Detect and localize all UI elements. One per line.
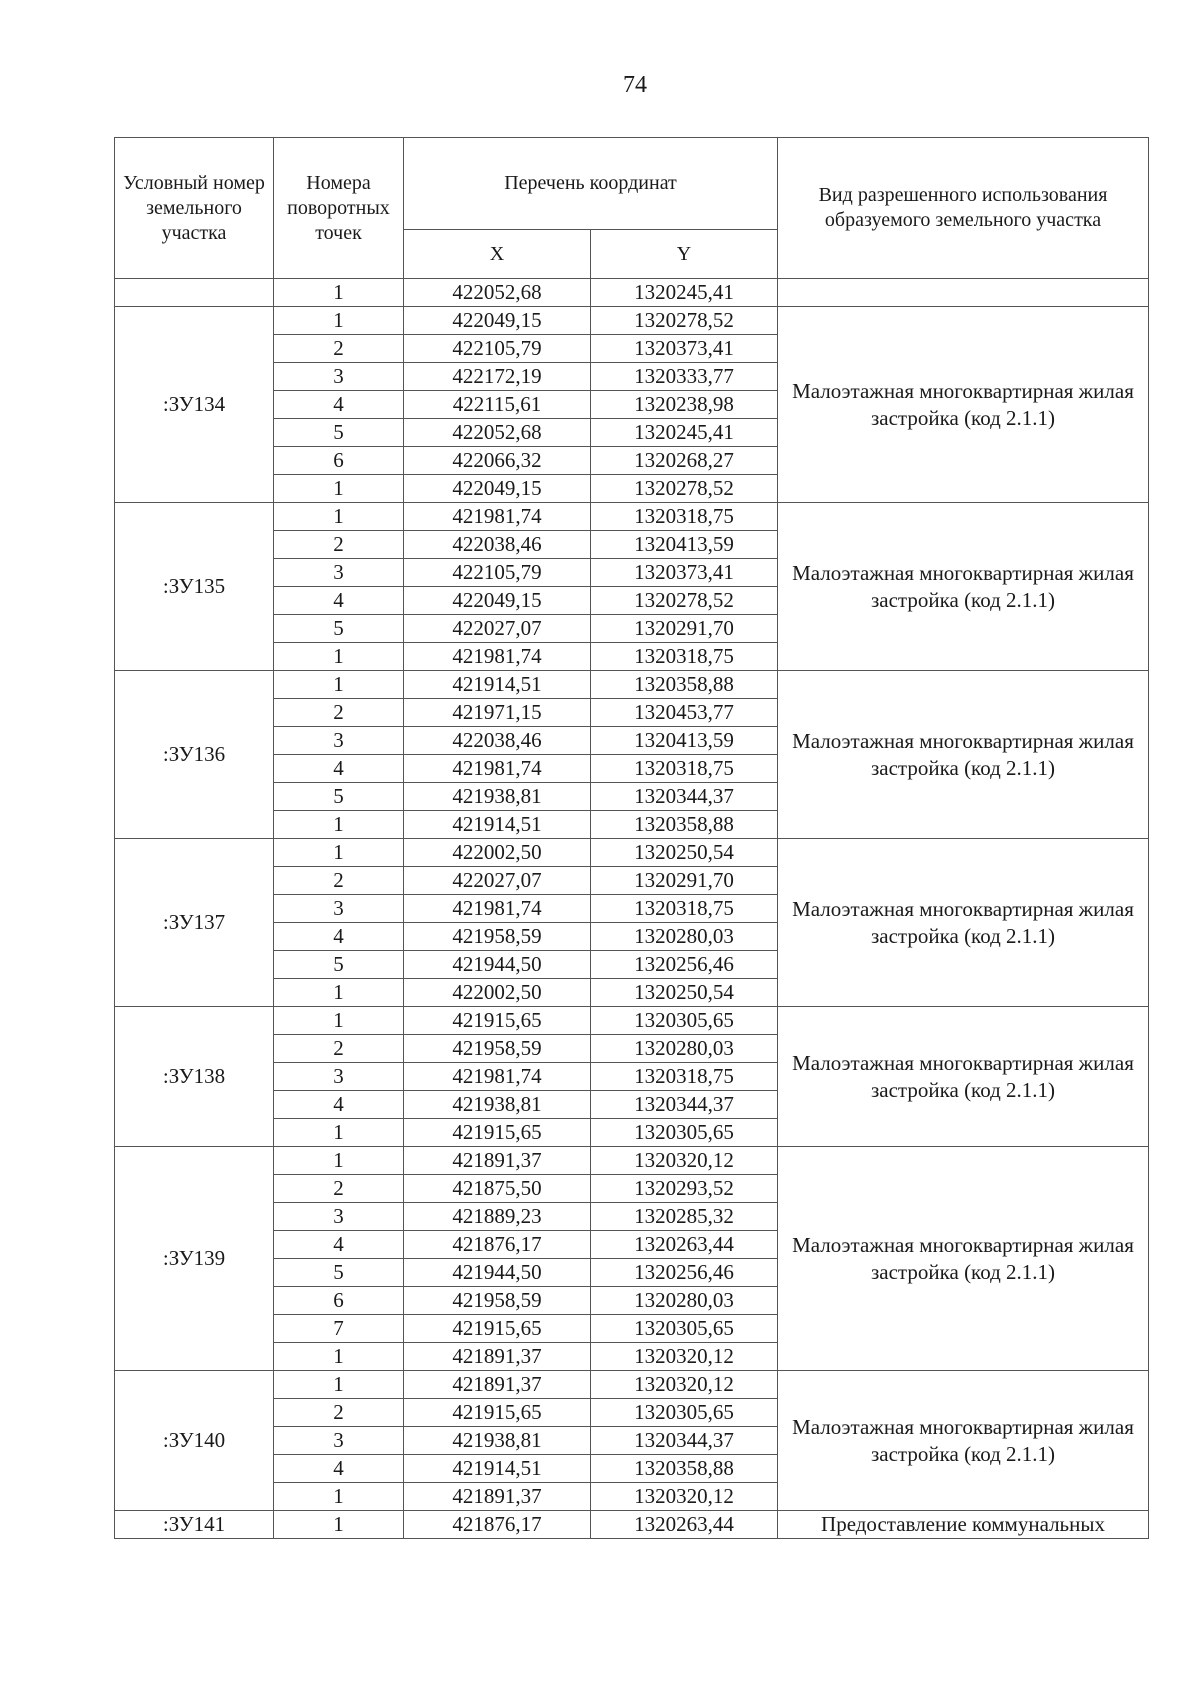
x-coordinate-cell: 421971,15 [404, 699, 591, 727]
point-number-cell: 1 [274, 307, 404, 335]
point-number-cell: 4 [274, 587, 404, 615]
parcel-number-cell: :ЗУ135 [115, 503, 274, 671]
x-coordinate-cell: 421958,59 [404, 923, 591, 951]
y-coordinate-cell: 1320245,41 [591, 279, 778, 307]
x-coordinate-cell: 421981,74 [404, 755, 591, 783]
y-coordinate-cell: 1320278,52 [591, 475, 778, 503]
point-number-cell: 1 [274, 1371, 404, 1399]
y-coordinate-cell: 1320280,03 [591, 1035, 778, 1063]
x-coordinate-cell: 422038,46 [404, 531, 591, 559]
x-coordinate-cell: 422052,68 [404, 419, 591, 447]
y-coordinate-cell: 1320291,70 [591, 615, 778, 643]
y-coordinate-cell: 1320344,37 [591, 1091, 778, 1119]
x-coordinate-cell: 421891,37 [404, 1483, 591, 1511]
point-number-cell: 3 [274, 895, 404, 923]
x-coordinate-cell: 421914,51 [404, 811, 591, 839]
y-coordinate-cell: 1320293,52 [591, 1175, 778, 1203]
x-coordinate-cell: 421938,81 [404, 1427, 591, 1455]
permitted-use-cell: Малоэтажная многоквартирная жилая застройка (код 2.1.1) [778, 1371, 1149, 1511]
point-number-cell: 5 [274, 783, 404, 811]
permitted-use-cell: Малоэтажная многоквартирная жилая застройка (код 2.1.1) [778, 839, 1149, 1007]
y-coordinate-cell: 1320305,65 [591, 1315, 778, 1343]
x-coordinate-cell: 421891,37 [404, 1343, 591, 1371]
y-coordinate-cell: 1320256,46 [591, 951, 778, 979]
y-coordinate-cell: 1320453,77 [591, 699, 778, 727]
point-number-cell: 2 [274, 1175, 404, 1203]
point-number-cell: 5 [274, 1259, 404, 1287]
y-coordinate-cell: 1320413,59 [591, 531, 778, 559]
y-coordinate-cell: 1320320,12 [591, 1147, 778, 1175]
point-number-cell: 5 [274, 951, 404, 979]
point-number-cell: 3 [274, 363, 404, 391]
header-turning-points: Номера поворотных точек [274, 138, 404, 279]
y-coordinate-cell: 1320291,70 [591, 867, 778, 895]
y-coordinate-cell: 1320318,75 [591, 1063, 778, 1091]
y-coordinate-cell: 1320318,75 [591, 643, 778, 671]
point-number-cell: 4 [274, 755, 404, 783]
y-coordinate-cell: 1320280,03 [591, 1287, 778, 1315]
x-coordinate-cell: 421915,65 [404, 1315, 591, 1343]
point-number-cell: 1 [274, 503, 404, 531]
y-coordinate-cell: 1320333,77 [591, 363, 778, 391]
x-coordinate-cell: 421981,74 [404, 503, 591, 531]
x-coordinate-cell: 421891,37 [404, 1371, 591, 1399]
table-row [115, 839, 1149, 867]
table-row [115, 503, 1149, 531]
x-coordinate-cell: 421889,23 [404, 1203, 591, 1231]
y-coordinate-cell: 1320305,65 [591, 1399, 778, 1427]
x-coordinate-cell: 422027,07 [404, 615, 591, 643]
y-coordinate-cell: 1320320,12 [591, 1371, 778, 1399]
point-number-cell: 1 [274, 811, 404, 839]
table-body [115, 279, 1149, 1539]
y-coordinate-cell: 1320305,65 [591, 1007, 778, 1035]
x-coordinate-cell: 421876,17 [404, 1511, 591, 1539]
point-number-cell: 3 [274, 1203, 404, 1231]
y-coordinate-cell: 1320263,44 [591, 1511, 778, 1539]
y-coordinate-cell: 1320278,52 [591, 307, 778, 335]
y-coordinate-cell: 1320285,32 [591, 1203, 778, 1231]
x-coordinate-cell: 421981,74 [404, 643, 591, 671]
table-row [115, 1007, 1149, 1035]
x-coordinate-cell: 421958,59 [404, 1287, 591, 1315]
x-coordinate-cell: 421914,51 [404, 1455, 591, 1483]
point-number-cell: 1 [274, 979, 404, 1007]
point-number-cell: 2 [274, 335, 404, 363]
point-number-cell: 2 [274, 1035, 404, 1063]
point-number-cell: 2 [274, 867, 404, 895]
parcel-number-cell: :ЗУ134 [115, 307, 274, 503]
x-coordinate-cell: 421915,65 [404, 1399, 591, 1427]
y-coordinate-cell: 1320344,37 [591, 783, 778, 811]
point-number-cell: 1 [274, 1007, 404, 1035]
x-coordinate-cell: 421938,81 [404, 783, 591, 811]
x-coordinate-cell: 421915,65 [404, 1119, 591, 1147]
y-coordinate-cell: 1320344,37 [591, 1427, 778, 1455]
point-number-cell: 1 [274, 839, 404, 867]
y-coordinate-cell: 1320320,12 [591, 1343, 778, 1371]
parcel-number-cell: :ЗУ141 [115, 1511, 274, 1539]
x-coordinate-cell: 422002,50 [404, 839, 591, 867]
coordinates-table [114, 137, 1149, 1539]
table-header [115, 138, 1149, 279]
table-row [115, 1147, 1149, 1175]
x-coordinate-cell: 422027,07 [404, 867, 591, 895]
header-x: X [404, 230, 591, 279]
y-coordinate-cell: 1320358,88 [591, 671, 778, 699]
point-number-cell: 4 [274, 1231, 404, 1259]
point-number-cell: 4 [274, 1091, 404, 1119]
y-coordinate-cell: 1320320,12 [591, 1483, 778, 1511]
x-coordinate-cell: 421938,81 [404, 1091, 591, 1119]
y-coordinate-cell: 1320373,41 [591, 559, 778, 587]
point-number-cell: 7 [274, 1315, 404, 1343]
point-number-cell: 4 [274, 1455, 404, 1483]
x-coordinate-cell: 421914,51 [404, 671, 591, 699]
x-coordinate-cell: 422172,19 [404, 363, 591, 391]
point-number-cell: 2 [274, 1399, 404, 1427]
y-coordinate-cell: 1320413,59 [591, 727, 778, 755]
table-row [115, 1371, 1149, 1399]
table-row [115, 671, 1149, 699]
table-row [115, 307, 1149, 335]
y-coordinate-cell: 1320245,41 [591, 419, 778, 447]
point-number-cell: 6 [274, 447, 404, 475]
point-number-cell: 1 [274, 1343, 404, 1371]
permitted-use-cell: Малоэтажная многоквартирная жилая застройка (код 2.1.1) [778, 671, 1149, 839]
y-coordinate-cell: 1320305,65 [591, 1119, 778, 1147]
x-coordinate-cell: 421944,50 [404, 951, 591, 979]
parcel-number-cell: :ЗУ138 [115, 1007, 274, 1147]
y-coordinate-cell: 1320318,75 [591, 503, 778, 531]
header-permitted-use: Вид разрешенного использования образуемого земельного участка [778, 138, 1149, 279]
x-coordinate-cell: 421981,74 [404, 1063, 591, 1091]
x-coordinate-cell: 422049,15 [404, 587, 591, 615]
x-coordinate-cell: 422002,50 [404, 979, 591, 1007]
point-number-cell: 1 [274, 1119, 404, 1147]
point-number-cell: 1 [274, 1483, 404, 1511]
table-row [115, 1511, 1149, 1539]
point-number-cell: 1 [274, 279, 404, 307]
point-number-cell: 5 [274, 419, 404, 447]
point-number-cell: 1 [274, 671, 404, 699]
point-number-cell: 2 [274, 531, 404, 559]
permitted-use-cell: Малоэтажная многоквартирная жилая застройка (код 2.1.1) [778, 307, 1149, 503]
point-number-cell: 3 [274, 1063, 404, 1091]
header-coordinates-list: Перечень координат [404, 138, 778, 230]
y-coordinate-cell: 1320268,27 [591, 447, 778, 475]
y-coordinate-cell: 1320358,88 [591, 1455, 778, 1483]
x-coordinate-cell: 422115,61 [404, 391, 591, 419]
point-number-cell: 4 [274, 391, 404, 419]
x-coordinate-cell: 421876,17 [404, 1231, 591, 1259]
point-number-cell: 6 [274, 1287, 404, 1315]
y-coordinate-cell: 1320250,54 [591, 839, 778, 867]
point-number-cell: 3 [274, 1427, 404, 1455]
x-coordinate-cell: 422038,46 [404, 727, 591, 755]
y-coordinate-cell: 1320278,52 [591, 587, 778, 615]
point-number-cell: 4 [274, 923, 404, 951]
x-coordinate-cell: 422105,79 [404, 335, 591, 363]
x-coordinate-cell: 421958,59 [404, 1035, 591, 1063]
permitted-use-cell: Малоэтажная многоквартирная жилая застройка (код 2.1.1) [778, 503, 1149, 671]
y-coordinate-cell: 1320263,44 [591, 1231, 778, 1259]
permitted-use-cell: Малоэтажная многоквартирная жилая застройка (код 2.1.1) [778, 1007, 1149, 1147]
y-coordinate-cell: 1320256,46 [591, 1259, 778, 1287]
parcel-number-cell: :ЗУ136 [115, 671, 274, 839]
point-number-cell: 3 [274, 559, 404, 587]
x-coordinate-cell: 421915,65 [404, 1007, 591, 1035]
parcel-number-cell: :ЗУ139 [115, 1147, 274, 1371]
x-coordinate-cell: 422066,32 [404, 447, 591, 475]
y-coordinate-cell: 1320318,75 [591, 895, 778, 923]
y-coordinate-cell: 1320318,75 [591, 755, 778, 783]
point-number-cell: 1 [274, 475, 404, 503]
point-number-cell: 1 [274, 1147, 404, 1175]
header-parcel-number: Условный номер земельного участка [115, 138, 274, 279]
permitted-use-cell: Малоэтажная многоквартирная жилая застройка (код 2.1.1) [778, 1147, 1149, 1371]
point-number-cell: 2 [274, 699, 404, 727]
point-number-cell: 5 [274, 615, 404, 643]
x-coordinate-cell: 421944,50 [404, 1259, 591, 1287]
permitted-use-cell [778, 279, 1149, 307]
header-y: Y [591, 230, 778, 279]
x-coordinate-cell: 421875,50 [404, 1175, 591, 1203]
parcel-number-cell [115, 279, 274, 307]
x-coordinate-cell: 422049,15 [404, 475, 591, 503]
x-coordinate-cell: 421981,74 [404, 895, 591, 923]
y-coordinate-cell: 1320280,03 [591, 923, 778, 951]
x-coordinate-cell: 421891,37 [404, 1147, 591, 1175]
parcel-number-cell: :ЗУ137 [115, 839, 274, 1007]
x-coordinate-cell: 422049,15 [404, 307, 591, 335]
x-coordinate-cell: 422105,79 [404, 559, 591, 587]
y-coordinate-cell: 1320358,88 [591, 811, 778, 839]
point-number-cell: 1 [274, 643, 404, 671]
y-coordinate-cell: 1320373,41 [591, 335, 778, 363]
parcel-number-cell: :ЗУ140 [115, 1371, 274, 1511]
x-coordinate-cell: 422052,68 [404, 279, 591, 307]
table-row [115, 279, 1149, 307]
permitted-use-cell: Предоставление коммунальных [778, 1511, 1149, 1539]
y-coordinate-cell: 1320238,98 [591, 391, 778, 419]
point-number-cell: 1 [274, 1511, 404, 1539]
page-number: 74 [623, 72, 647, 98]
y-coordinate-cell: 1320250,54 [591, 979, 778, 1007]
point-number-cell: 3 [274, 727, 404, 755]
